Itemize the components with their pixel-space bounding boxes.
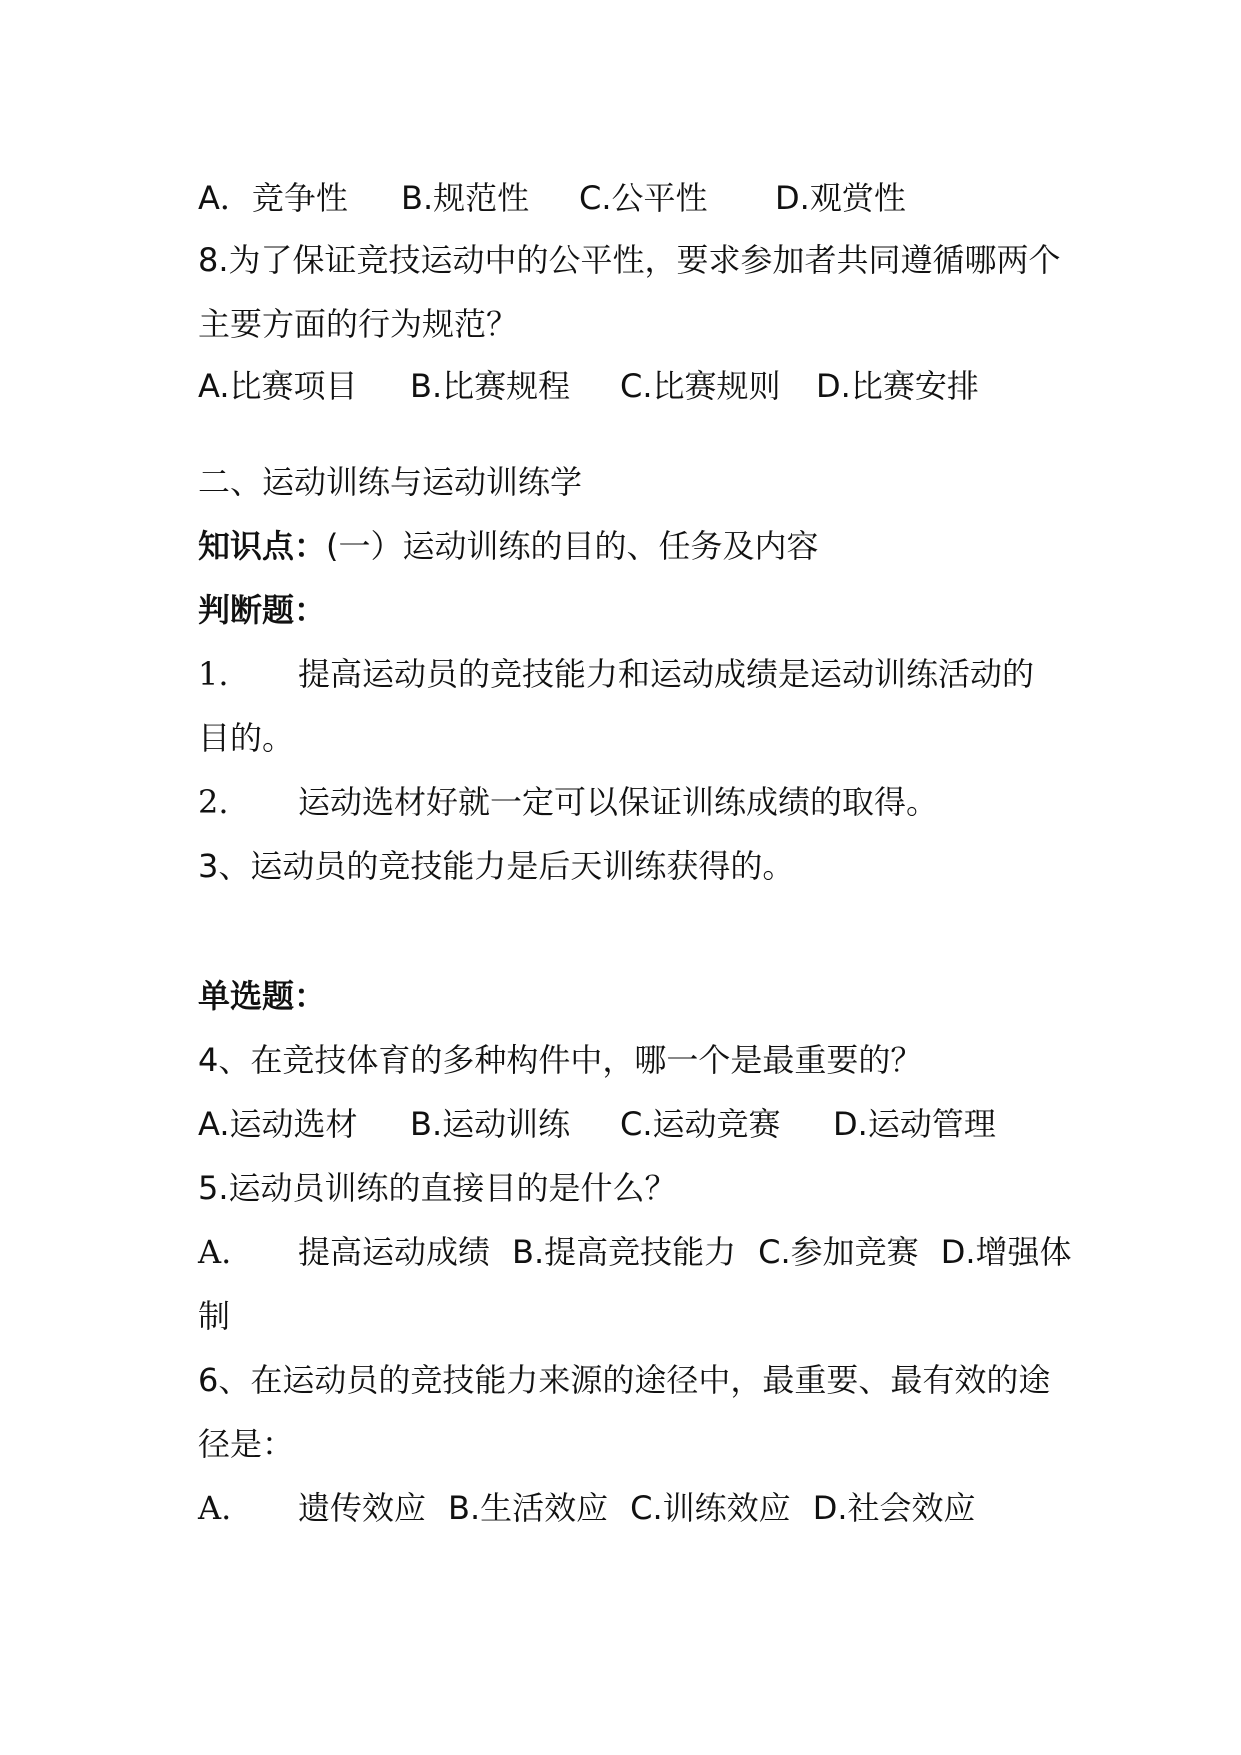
q5-option-a-marker: A. <box>198 1233 232 1271</box>
q6-option-a-marker: A. <box>198 1489 232 1527</box>
q8-option-d: D.比赛安排 <box>816 367 979 405</box>
knowledge-point <box>198 524 819 568</box>
q5-stem: 5.运动员训练的直接目的是什么？ <box>198 1169 677 1207</box>
q7-option-b: B.规范性 <box>401 179 530 217</box>
q6-option-c: C.训练效应 <box>630 1489 791 1527</box>
q6-stem-line1: 6、在运动员的竞技能力来源的途径中，最重要、最有效的途 <box>198 1361 1051 1399</box>
q6-option-a: 遗传效应 <box>298 1489 427 1527</box>
q4-option-c: C.运动竞赛 <box>620 1105 781 1143</box>
q7-option-c: C.公平性 <box>579 179 708 217</box>
section-title: 二、运动训练与运动训练学 <box>198 463 583 501</box>
q4-option-d: D.运动管理 <box>833 1105 996 1143</box>
judgement-heading: 判断题： <box>198 591 327 629</box>
judgement-q2-number: 2. <box>198 783 229 821</box>
knowledge-text: (一）运动训练的目的、任务及内容 <box>326 527 819 565</box>
q5-option-d: D.增强体 <box>940 1233 1072 1271</box>
judgement-q1-line2: 目的。 <box>198 719 295 757</box>
judgement-q3-text: 3、运动员的竞技能力是后天训练获得的。 <box>198 847 795 885</box>
q4-option-b: B.运动训练 <box>410 1105 571 1143</box>
judgement-q1-number: 1. <box>198 655 229 693</box>
q5-option-b: B.提高竞技能力 <box>512 1233 737 1271</box>
q8-option-a: A.比赛项目 <box>198 367 358 405</box>
knowledge-label: 知识点： <box>198 527 327 565</box>
q6-option-d: D.社会效应 <box>812 1489 976 1527</box>
q6-options-row <box>298 1486 976 1530</box>
q8-option-c: C.比赛规则 <box>620 367 781 405</box>
q5-option-a: 提高运动成绩 <box>298 1233 491 1271</box>
single-choice-heading: 单选题： <box>198 977 327 1015</box>
judgement-q1-line1: 提高运动员的竞技能力和运动成绩是运动训练活动的 <box>298 655 1035 693</box>
q7-option-a: A．竞争性 <box>198 179 348 217</box>
q8-stem-line2: 主要方面的行为规范？ <box>198 305 519 343</box>
q8-option-b: B.比赛规程 <box>410 367 571 405</box>
judgement-q2-text: 运动选材好就一定可以保证训练成绩的取得。 <box>298 783 939 821</box>
q6-option-b: B.生活效应 <box>448 1489 609 1527</box>
q6-stem-line2: 径是： <box>198 1425 295 1463</box>
q4-stem: 4、在竞技体育的多种构件中，哪一个是最重要的？ <box>198 1041 923 1079</box>
q5-option-c: C.参加竞赛 <box>758 1233 919 1271</box>
q4-option-a: A.运动选材 <box>198 1105 358 1143</box>
q7-option-d: D.观赏性 <box>775 179 906 217</box>
q8-stem-line1: 8.为了保证竞技运动中的公平性，要求参加者共同遵循哪两个 <box>198 241 1061 279</box>
q5-options-line1 <box>298 1230 1072 1274</box>
q5-options-line2: 制 <box>198 1297 231 1335</box>
